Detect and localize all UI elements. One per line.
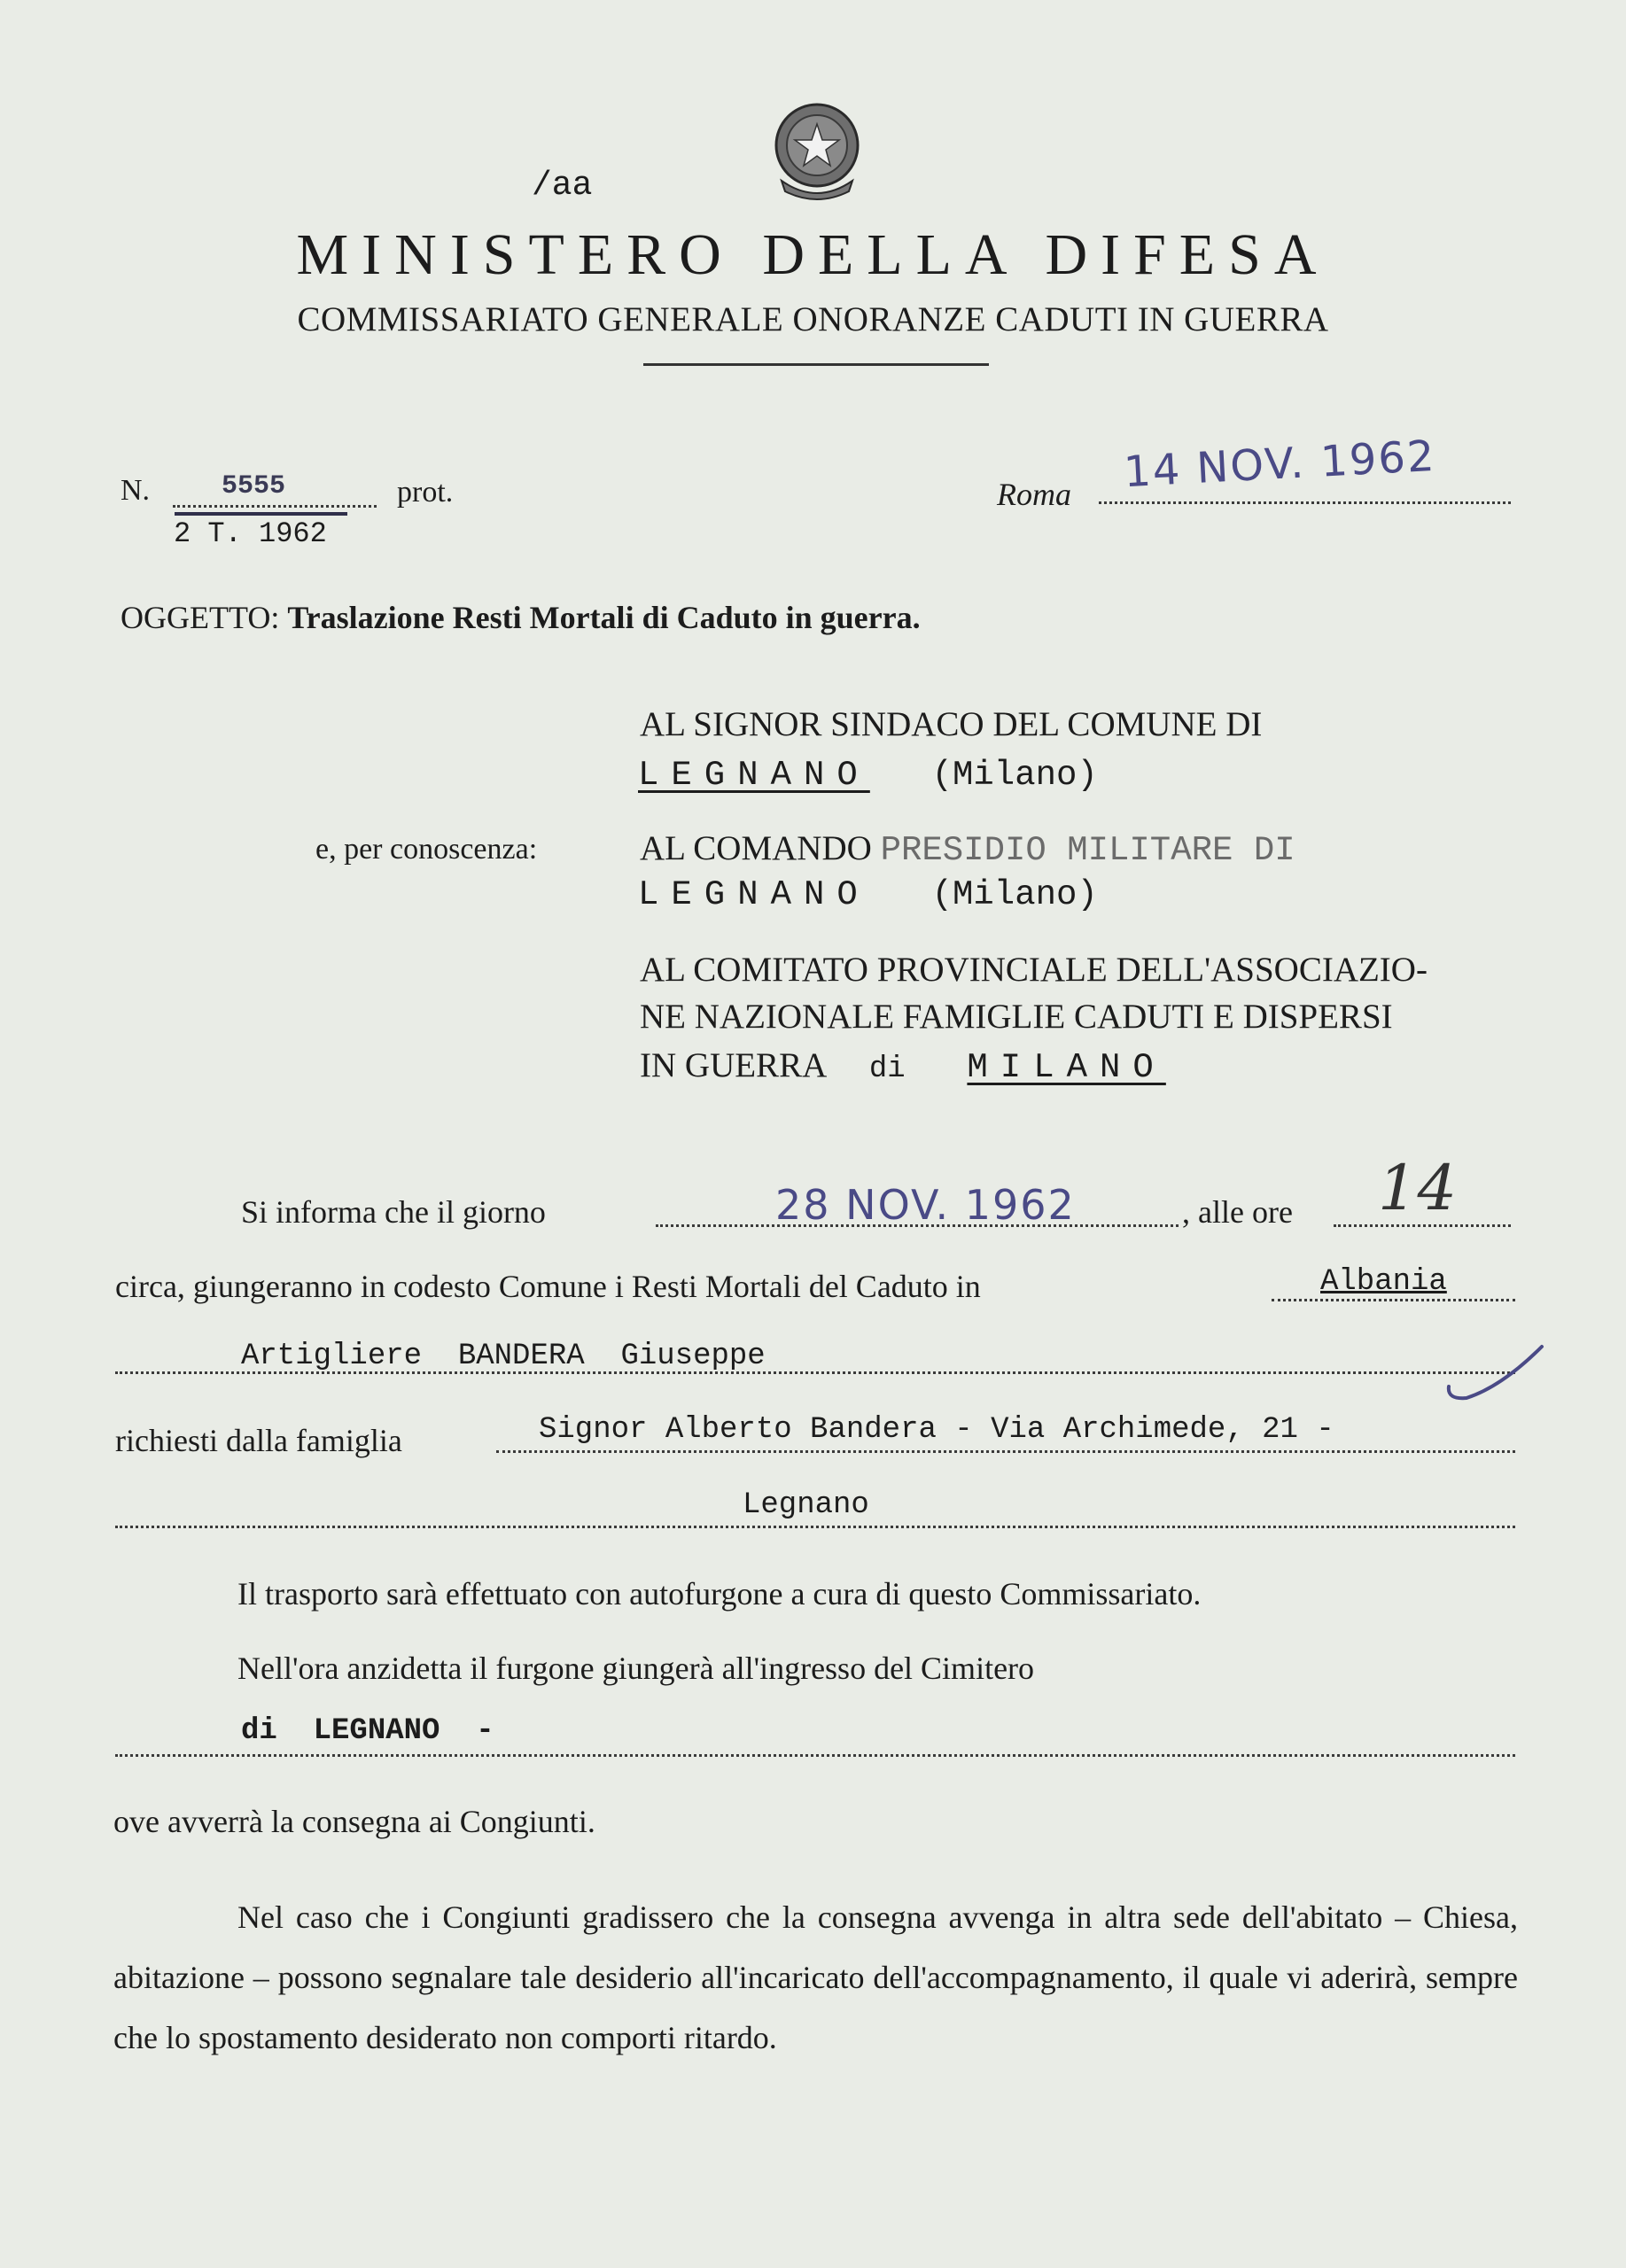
- subject-text: Traslazione Resti Mortali di Caduto in guerra.: [287, 600, 921, 635]
- closing-paragraph-text: Nel caso che i Congiunti gradissero che la consegna avvenga in altra sede dell'abitato – Chiesa, abitazione – possono segnalare tale desiderio all'incaricato dell'accompagnamento, il quale vi aderirà, sempre che lo spostamento desiderato non comporti ritardo.: [113, 1899, 1518, 2055]
- addressee-cc2-line2: NE NAZIONALE FAMIGLIE CADUTI E DISPERSI: [640, 998, 1393, 1036]
- trasporto-text: Il trasporto sarà effettuato con autofurgone a cura di questo Commissariato.: [237, 1576, 1202, 1612]
- famiglia-label: richiesti dalla famiglia: [115, 1423, 402, 1458]
- ore-dotted-line: [1334, 1224, 1511, 1227]
- addressee-primary-city: LEGNANO: [638, 756, 870, 795]
- famiglia-value-city: Legnano: [743, 1488, 869, 1522]
- cc-label: e, per conoscenza:: [315, 833, 538, 866]
- addressee-cc1-province: (Milano): [931, 875, 1098, 914]
- addressee-primary-city-line: [638, 753, 1098, 795]
- famiglia-dotted-line-2: [115, 1526, 1515, 1528]
- protocol-dotted-line: [173, 505, 377, 508]
- addressee-cc2-di: di: [868, 1052, 906, 1086]
- check-mark-icon: [1440, 1338, 1546, 1418]
- consegna-text: ove avverrà la consegna ai Congiunti.: [113, 1804, 595, 1839]
- protocol-underline: [175, 512, 347, 516]
- addressee-cc1-city-line: [638, 873, 1098, 914]
- closing-paragraph: [113, 1887, 1518, 2068]
- reference-mark: /aa: [532, 167, 593, 205]
- famiglia-value: Signor Alberto Bandera - Via Archimede, 21 -: [539, 1413, 1334, 1447]
- protocol-label: prot.: [397, 476, 454, 509]
- subject-line: [121, 599, 921, 636]
- addressee-cc1: [640, 828, 1295, 870]
- protocol-n-label: N.: [121, 474, 151, 507]
- caduto-dotted-line: [115, 1371, 1515, 1374]
- addressee-primary-province: (Milano): [931, 756, 1098, 795]
- famiglia-dotted-line: [496, 1450, 1515, 1453]
- informa-label: Si informa che il giorno: [241, 1194, 546, 1230]
- addressee-primary: AL SIGNOR SINDACO DEL COMUNE DI: [640, 705, 1263, 743]
- luogo-value: Albania: [1320, 1265, 1447, 1299]
- protocol-sub: 2 T. 1962: [174, 517, 327, 550]
- subject-label: OGGETTO:: [121, 600, 280, 635]
- department-name: COMMISSARIATO GENERALE ONORANZE CADUTI IN GUERRA: [297, 300, 1329, 338]
- ore-handwritten: 14: [1378, 1152, 1458, 1224]
- date-dotted-line: [1099, 501, 1511, 504]
- addressee-cc1-rest: PRESIDIO MILITARE DI: [880, 831, 1295, 870]
- caduto-value: Artigliere BANDERA Giuseppe: [241, 1340, 766, 1373]
- emblem-icon: [771, 99, 863, 204]
- addressee-cc1-prefix: AL COMANDO: [640, 829, 872, 867]
- addressee-cc2-city: MILANO: [967, 1048, 1166, 1087]
- nellora-text: Nell'ora anzidetta il furgone giungerà all'ingresso del Cimitero: [237, 1651, 1035, 1686]
- giorno-stamp: 28 NOV. 1962: [775, 1181, 1076, 1229]
- circa-label: circa, giungeranno in codesto Comune i Resti Mortali del Caduto in: [115, 1269, 981, 1304]
- protocol-number: 5555: [222, 471, 286, 501]
- ore-label: , alle ore: [1182, 1194, 1293, 1230]
- cimitero-dotted-line: [115, 1754, 1515, 1757]
- luogo-dotted-line: [1272, 1299, 1515, 1301]
- addressee-cc2-line1: AL COMITATO PROVINCIALE DELL'ASSOCIAZIO-: [640, 951, 1428, 989]
- ministry-title: MINISTERO DELLA DIFESA: [296, 222, 1330, 287]
- header-divider: [643, 363, 989, 366]
- addressee-cc1-city: LEGNANO: [638, 875, 870, 914]
- addressee-cc2-prefix: IN GUERRA: [640, 1046, 826, 1084]
- addressee-cc2-line3: [640, 1045, 1166, 1087]
- date-stamp: 14 NOV. 1962: [1122, 431, 1437, 498]
- place-label: Roma: [997, 477, 1071, 512]
- cimitero-value: di LEGNANO -: [241, 1714, 494, 1748]
